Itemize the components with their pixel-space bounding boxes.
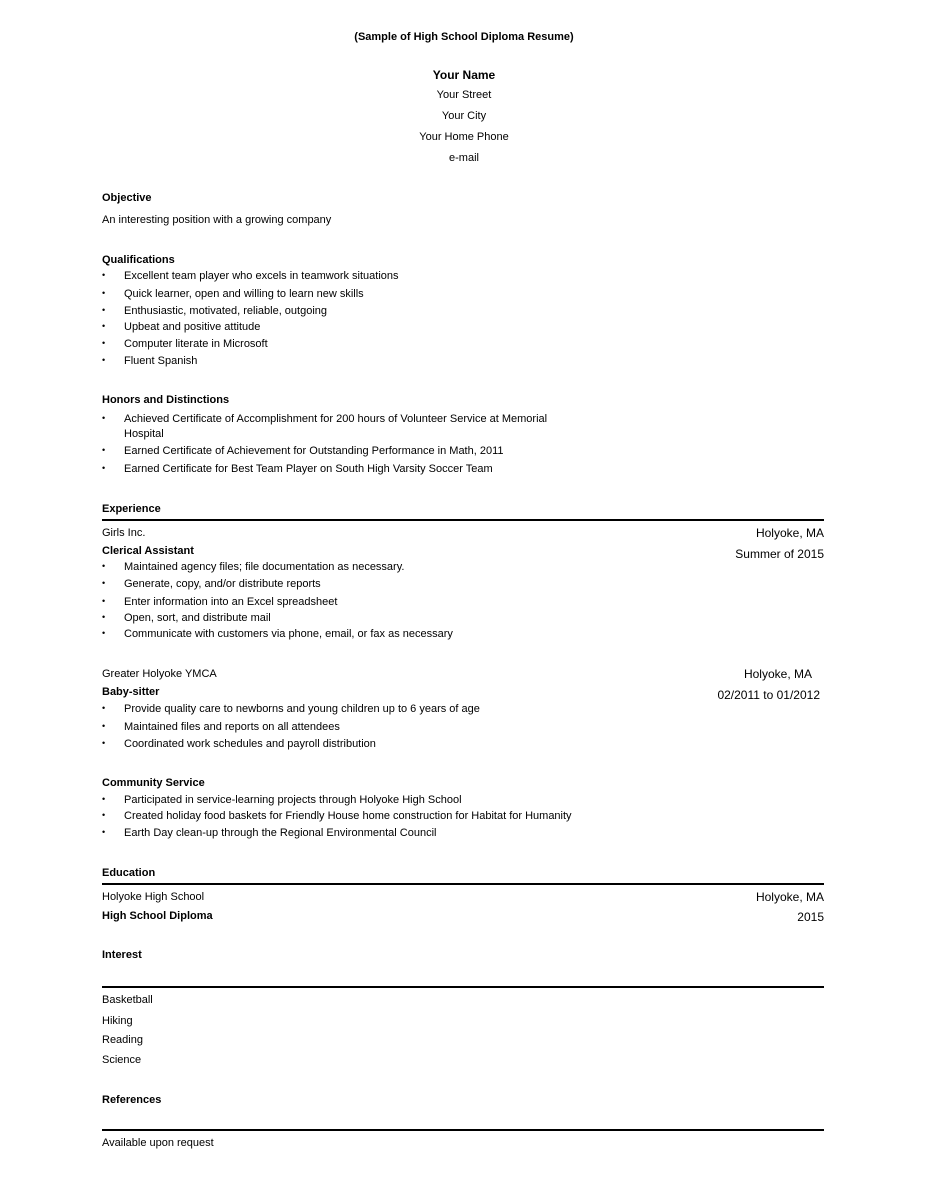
bullet-icon: •	[102, 288, 106, 298]
header-city: Your City	[441, 110, 487, 122]
job-title: Baby-sitter	[102, 686, 160, 698]
job-location: Holyoke, MA	[755, 526, 824, 540]
list-item: • Enthusiastic, motivated, reliable, outgoing	[102, 305, 328, 317]
education-location: Holyoke, MA	[755, 890, 824, 904]
bullet-icon: •	[102, 810, 106, 820]
bullet-icon: •	[102, 794, 106, 804]
list-item: • Generate, copy, and/or distribute reports	[102, 578, 321, 590]
job-company: Girls Inc.	[102, 527, 146, 539]
honors-heading: Honors and Distinctions	[102, 394, 230, 406]
list-item: • Fluent Spanish	[102, 355, 198, 367]
bullet-icon: •	[102, 628, 106, 638]
references-heading: References	[102, 1094, 162, 1106]
list-item: • Earth Day clean-up through the Regional Environmental Council	[102, 827, 437, 839]
header-street: Your Street	[436, 89, 492, 101]
job-company: Greater Holyoke YMCA	[102, 668, 217, 680]
document-title: (Sample of High School Diploma Resume)	[354, 31, 574, 43]
bullet-icon: •	[102, 721, 106, 731]
list-item: • Enter information into an Excel spreadsheet	[102, 596, 338, 608]
list-item: • Computer literate in Microsoft	[102, 338, 268, 350]
header-email: e-mail	[449, 152, 479, 164]
bullet-icon: •	[102, 445, 106, 455]
section-divider	[102, 986, 824, 988]
bullet-icon: •	[102, 596, 106, 606]
list-item: • Earned Certificate for Best Team Player on South High Varsity Soccer Team	[102, 463, 493, 475]
bullet-icon: •	[102, 738, 106, 748]
education-school: Holyoke High School	[102, 891, 205, 903]
list-item: • Participated in service-learning projects through Holyoke High School	[102, 794, 462, 806]
list-item: • Communicate with customers via phone, email, or fax as necessary	[102, 628, 453, 640]
list-item: • Coordinated work schedules and payroll distribution	[102, 738, 376, 750]
bullet-icon: •	[102, 827, 106, 837]
job-dates: Summer of 2015	[735, 547, 824, 561]
section-divider	[102, 519, 824, 521]
bullet-icon: •	[102, 338, 106, 348]
list-item: Basketball	[102, 994, 153, 1006]
references-text: Available upon request	[102, 1137, 214, 1149]
list-item: • Upbeat and positive attitude	[102, 321, 261, 333]
header-phone: Your Home Phone	[419, 131, 509, 143]
section-divider	[102, 883, 824, 885]
bullet-icon: •	[102, 578, 106, 588]
list-item: • Maintained agency files; file documentation as necessary.	[102, 561, 405, 573]
objective-text: An interesting position with a growing company	[102, 214, 332, 226]
bullet-icon: •	[102, 703, 106, 713]
bullet-icon: •	[102, 270, 106, 280]
experience-heading: Experience	[102, 503, 161, 515]
list-item: • Provide quality care to newborns and young children up to 6 years of age	[102, 703, 480, 715]
community-heading: Community Service	[102, 777, 205, 789]
interest-heading: Interest	[102, 949, 142, 961]
job-location: Holyoke, MA	[743, 667, 812, 681]
bullet-icon: •	[102, 321, 106, 331]
list-item: • Quick learner, open and willing to learn new skills	[102, 288, 364, 300]
bullet-icon: •	[102, 561, 106, 571]
list-item: • Excellent team player who excels in teamwork situations	[102, 270, 399, 282]
education-degree: High School Diploma	[102, 910, 213, 922]
education-heading: Education	[102, 867, 156, 879]
list-item: • Achieved Certificate of Accomplishment for 200 hours of Volunteer Service at Memorial	[102, 413, 548, 425]
qualifications-heading: Qualifications	[102, 254, 175, 266]
bullet-icon: •	[102, 413, 106, 423]
list-item: • Earned Certificate of Achievement for Outstanding Performance in Math, 2011	[102, 445, 504, 457]
objective-heading: Objective	[102, 192, 152, 204]
bullet-icon: •	[102, 463, 106, 473]
header-name: Your Name	[432, 68, 496, 82]
list-item: • Maintained files and reports on all attendees	[102, 721, 340, 733]
bullet-icon: •	[102, 355, 106, 365]
bullet-icon: •	[102, 612, 106, 622]
list-item: • Open, sort, and distribute mail	[102, 612, 271, 624]
list-item: Hiking	[102, 1015, 133, 1027]
list-item: • Created holiday food baskets for Friendly House home construction for Habitat for Humanity	[102, 810, 572, 822]
list-item: Science	[102, 1054, 142, 1066]
bullet-icon: •	[102, 305, 106, 315]
section-divider	[102, 1129, 824, 1131]
list-item: Reading	[102, 1034, 143, 1046]
list-item-continuation: Hospital	[124, 428, 164, 440]
job-title: Clerical Assistant	[102, 545, 194, 557]
education-year: 2015	[797, 910, 824, 924]
job-dates: 02/2011 to 01/2012	[717, 688, 820, 702]
